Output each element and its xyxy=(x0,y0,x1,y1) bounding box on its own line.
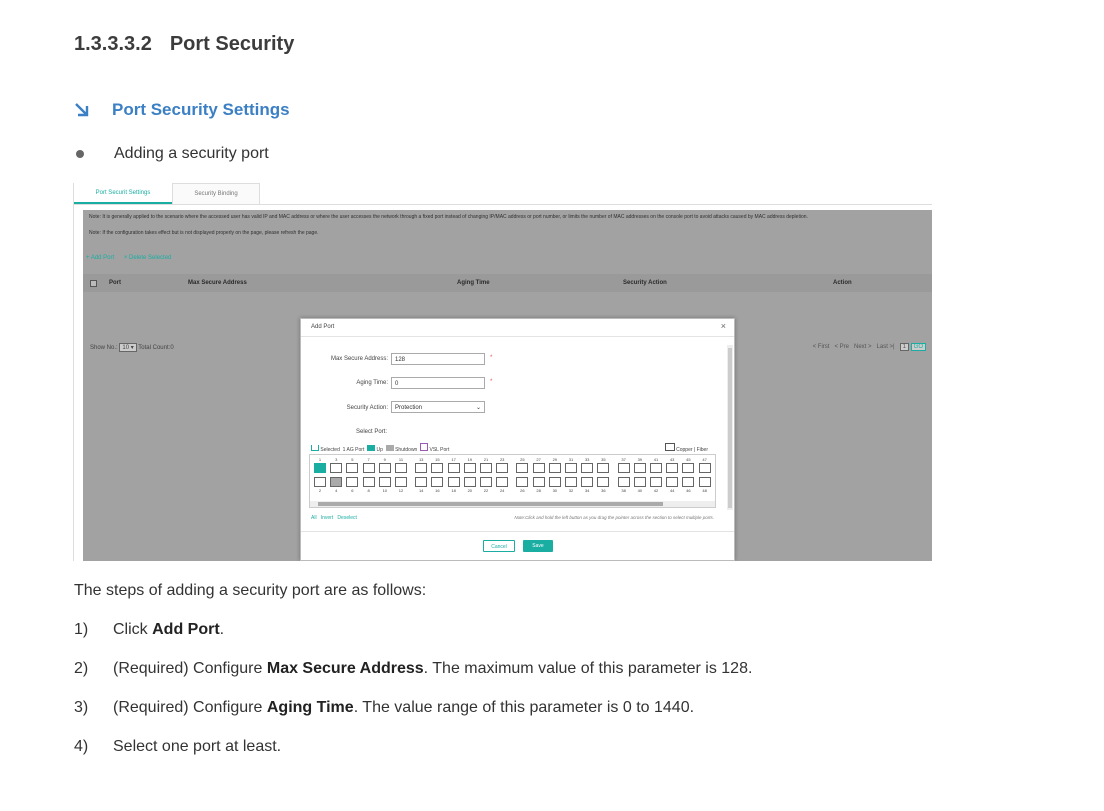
port-number: 31 xyxy=(568,457,574,462)
tab-security-binding[interactable]: Security Binding xyxy=(172,183,260,204)
port-number: 46 xyxy=(686,488,691,493)
port-number: 1 xyxy=(318,457,322,462)
page-input[interactable]: 1 xyxy=(900,343,909,351)
port-number: 9 xyxy=(383,457,386,462)
security-action-label: Security Action: xyxy=(346,405,388,411)
port-38[interactable] xyxy=(618,477,630,487)
col-port: Port xyxy=(109,280,121,286)
invert-link[interactable]: Invert xyxy=(320,515,334,521)
port-24[interactable] xyxy=(496,477,508,487)
max-secure-address-input[interactable]: 128 xyxy=(391,353,485,365)
port-10[interactable] xyxy=(379,477,391,487)
port-21[interactable] xyxy=(480,463,492,473)
port-33[interactable] xyxy=(581,463,593,473)
col-security-action: Security Action xyxy=(623,280,667,286)
port-number: 37 xyxy=(621,457,626,462)
port-41[interactable] xyxy=(650,463,662,473)
port-number: 43 xyxy=(669,457,675,462)
port-panel xyxy=(309,454,716,508)
port-20[interactable] xyxy=(464,477,476,487)
col-max-secure-address: Max Secure Address xyxy=(188,280,247,286)
subsection-heading xyxy=(74,100,290,120)
port-27[interactable] xyxy=(533,463,545,473)
legend-copper: Copper xyxy=(676,447,693,453)
show-no-label: Show No.: xyxy=(90,345,118,351)
step-3: 3) (Required) Configure Aging Time. The value range of this parameter is 0 to 1440. xyxy=(74,699,695,716)
tab-bar xyxy=(74,183,932,205)
port-number: 18 xyxy=(451,488,456,493)
first-page-link[interactable]: < First xyxy=(812,344,830,350)
pagination-right xyxy=(813,343,926,351)
port-number: 19 xyxy=(467,457,473,462)
port-37[interactable] xyxy=(618,463,630,473)
save-button[interactable]: Save xyxy=(523,540,553,552)
port-number: 27 xyxy=(536,457,541,462)
port-14[interactable] xyxy=(415,477,427,487)
port-number: 6 xyxy=(351,488,354,493)
pagination-left xyxy=(90,343,174,352)
port-number: 24 xyxy=(499,488,505,493)
port-number: 8 xyxy=(367,488,370,493)
port-number: 2 xyxy=(318,488,322,493)
port-16[interactable] xyxy=(431,477,443,487)
port-35[interactable] xyxy=(597,463,609,473)
legend-fiber: Fiber xyxy=(696,447,708,453)
port-4[interactable] xyxy=(330,477,342,487)
port-number: 30 xyxy=(552,488,558,493)
port-number: 3 xyxy=(335,457,338,462)
port-7[interactable] xyxy=(363,463,375,473)
tab-port-security-settings[interactable]: Port Securit Settings xyxy=(74,183,172,204)
section-heading xyxy=(74,33,294,56)
step-1: 1) Click Add Port. xyxy=(74,621,225,638)
col-aging-time: Aging Time xyxy=(457,280,490,286)
legend-selected: Selected xyxy=(320,447,340,453)
port-number: 10 xyxy=(382,488,388,493)
next-page-link[interactable]: Next > xyxy=(854,344,872,350)
legend-vsl-port: VSL Port xyxy=(429,447,450,453)
port-number: 36 xyxy=(601,488,606,493)
bullet-item xyxy=(74,145,269,163)
go-button[interactable]: GO xyxy=(911,343,926,351)
port-number: 40 xyxy=(637,488,643,493)
port-number: 48 xyxy=(702,488,707,493)
port-1[interactable] xyxy=(314,463,326,473)
port-28[interactable] xyxy=(533,477,545,487)
delete-selected-link[interactable]: × Delete Selected xyxy=(123,255,172,261)
port-23[interactable] xyxy=(496,463,508,473)
port-number: 34 xyxy=(584,488,590,493)
port-18[interactable] xyxy=(448,477,460,487)
add-port-modal xyxy=(300,318,735,561)
close-icon[interactable]: × xyxy=(720,321,726,331)
add-port-link[interactable]: + Add Port xyxy=(86,255,115,261)
port-number: 38 xyxy=(621,488,626,493)
port-number: 21 xyxy=(483,457,489,462)
subsection-title: Port Security Settings xyxy=(112,100,290,119)
col-action: Action xyxy=(833,280,852,286)
port-36[interactable] xyxy=(597,477,609,487)
port-number: 5 xyxy=(351,457,354,462)
port-number: 33 xyxy=(584,457,590,462)
total-count: Total Count:0 xyxy=(138,345,174,351)
drag-hint: Note:Click and hold the left button as you drag the pointer across the section to select multiple ports. xyxy=(514,515,714,520)
port-number: 35 xyxy=(601,457,606,462)
port-5[interactable] xyxy=(346,463,358,473)
port-19[interactable] xyxy=(464,463,476,473)
port-number: 12 xyxy=(398,488,404,493)
port-number: 4 xyxy=(335,488,338,493)
select-all-link[interactable]: All xyxy=(311,515,317,521)
port-number: 47 xyxy=(702,457,707,462)
port-13[interactable] xyxy=(415,463,427,473)
port-number: 39 xyxy=(637,457,643,462)
step-2: 2) (Required) Configure Max Secure Address. The maximum value of this parameter is 128. xyxy=(74,660,753,677)
port-48[interactable] xyxy=(699,477,711,487)
port-number: 45 xyxy=(686,457,691,462)
port-17[interactable] xyxy=(448,463,460,473)
port-47[interactable] xyxy=(699,463,711,473)
port-8[interactable] xyxy=(363,477,375,487)
bullet-dot-icon xyxy=(76,150,84,158)
port-45[interactable] xyxy=(682,463,694,473)
port-29[interactable] xyxy=(549,463,561,473)
legend-ag-port: AG Port xyxy=(346,447,365,453)
port-number: 15 xyxy=(435,457,440,462)
port-43[interactable] xyxy=(666,463,678,473)
toolbar xyxy=(86,255,179,261)
port-6[interactable] xyxy=(346,477,358,487)
required-icon: * xyxy=(490,355,493,361)
port-number: 14 xyxy=(418,488,424,493)
port-39[interactable] xyxy=(634,463,646,473)
port-40[interactable] xyxy=(634,477,646,487)
bullet-text: Adding a security port xyxy=(114,145,269,162)
note-1: Note: It is generally applied to the scenario where the accessed user has valid IP and MAC address or where the user accesses the network through a fixed port instead of changing IP/MAC address or port number, or limits the number of MAC addresses on the console port to avoid attacks caused by MAC address depletion. xyxy=(89,214,808,220)
port-46[interactable] xyxy=(682,477,694,487)
port-26[interactable] xyxy=(516,477,528,487)
legend-up: Up xyxy=(376,447,383,453)
steps-intro: The steps of adding a security port are as follows: xyxy=(74,582,427,599)
port-number: 16 xyxy=(435,488,440,493)
port-12[interactable] xyxy=(395,477,407,487)
cancel-button[interactable]: Cancel xyxy=(483,540,515,552)
port-number: 20 xyxy=(467,488,473,493)
port-number: 7 xyxy=(367,457,370,462)
port-15[interactable] xyxy=(431,463,443,473)
port-number: 28 xyxy=(536,488,541,493)
port-number: 23 xyxy=(499,457,505,462)
port-number: 42 xyxy=(653,488,659,493)
port-number: 13 xyxy=(418,457,424,462)
legend-shutdown: Shutdown xyxy=(395,447,418,453)
security-action-select[interactable]: Protection ⌄ xyxy=(391,401,485,413)
prev-page-link[interactable]: < Pre xyxy=(834,344,849,350)
port-22[interactable] xyxy=(480,477,492,487)
port-number: 44 xyxy=(669,488,675,493)
modal-title: Add Port xyxy=(311,324,335,330)
port-30[interactable] xyxy=(549,477,561,487)
port-number: 17 xyxy=(451,457,456,462)
port-25[interactable] xyxy=(516,463,528,473)
port-3[interactable] xyxy=(330,463,342,473)
show-no-select[interactable]: 10 ▾ xyxy=(119,343,136,352)
aging-time-label: Aging Time: xyxy=(356,380,388,386)
select-port-label: Select Port: xyxy=(355,429,387,435)
port-32[interactable] xyxy=(565,477,577,487)
select-all-checkbox[interactable] xyxy=(90,280,97,287)
port-44[interactable] xyxy=(666,477,678,487)
port-security-screenshot xyxy=(73,183,932,561)
port-number: 32 xyxy=(568,488,574,493)
port-number: 29 xyxy=(552,457,558,462)
port-42[interactable] xyxy=(650,477,662,487)
port-legend: Selected 1 AG Port Up Shutdown VSL Port Copper | Fiber xyxy=(311,443,716,453)
port-number: 26 xyxy=(520,488,525,493)
port-number: 22 xyxy=(483,488,489,493)
port-34[interactable] xyxy=(581,477,593,487)
port-9[interactable] xyxy=(379,463,391,473)
arrow-down-right-icon xyxy=(74,102,90,118)
port-number: 41 xyxy=(653,457,659,462)
section-number: 1.3.3.3.2 xyxy=(74,33,152,55)
table-header xyxy=(83,274,932,292)
section-title: Port Security xyxy=(169,33,295,55)
note-2: Note: If the configuration takes effect but is not displayed properly on the page, please refresh the page. xyxy=(89,230,319,236)
port-number: 25 xyxy=(520,457,525,462)
step-4: 4) Select one port at least. xyxy=(74,738,282,755)
last-page-link[interactable]: Last >| xyxy=(876,344,895,350)
overlay-content xyxy=(83,210,932,561)
horizontal-scrollbar[interactable] xyxy=(310,501,715,507)
deselect-link[interactable]: Deselect xyxy=(337,515,357,521)
aging-time-input[interactable]: 0 xyxy=(391,377,485,389)
port-11[interactable] xyxy=(395,463,407,473)
chevron-down-icon: ⌄ xyxy=(475,405,481,411)
port-number: 11 xyxy=(398,457,404,462)
max-secure-address-label: Max Secure Address: xyxy=(330,356,388,362)
required-icon: * xyxy=(490,379,493,385)
vertical-scrollbar[interactable] xyxy=(727,345,733,510)
selection-links xyxy=(311,515,357,521)
port-31[interactable] xyxy=(565,463,577,473)
port-2[interactable] xyxy=(314,477,326,487)
